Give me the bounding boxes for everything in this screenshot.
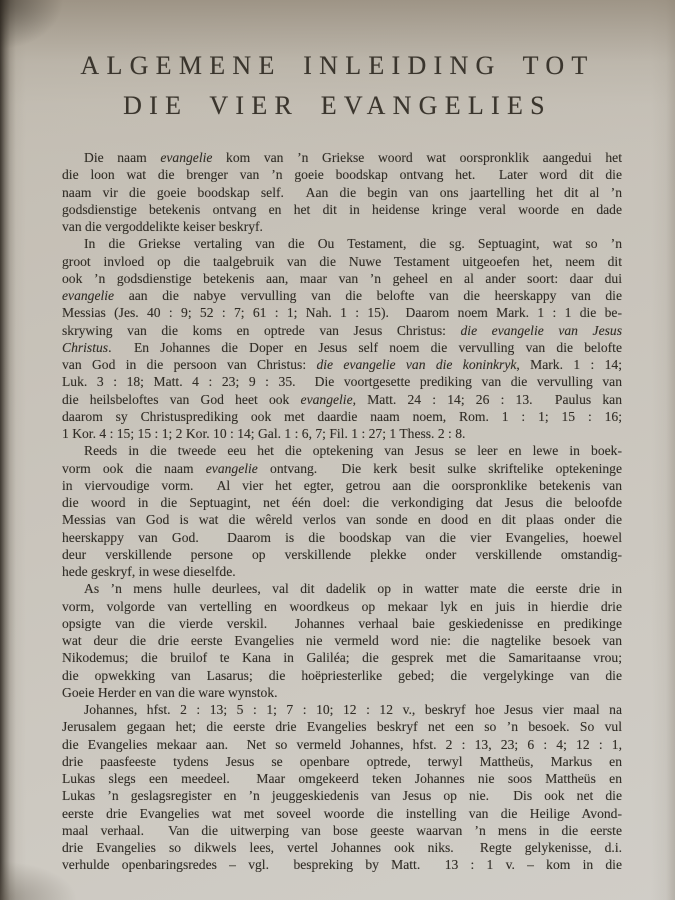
text-line bbox=[62, 546, 622, 563]
paragraph bbox=[62, 149, 622, 235]
text-segment: verhulde openbaringsredes – vgl. bespreking by Matt. 13 : 1 v. – kom in die bbox=[62, 857, 622, 873]
text-segment: die woord in die Septuagint, net één doel: die verkondiging dat Jesus die beloofde bbox=[62, 495, 622, 510]
text-segment: vorm, volgorde van vertelling en woordkeus op mekaar lyk en juis in hierdie drie bbox=[62, 598, 622, 614]
text-segment: Reeds in die tweede eeu het die optekening van Jesus se leer en lewe in boek- bbox=[84, 443, 622, 459]
text-line bbox=[62, 253, 622, 270]
text-line bbox=[62, 563, 622, 580]
text-line bbox=[62, 304, 622, 321]
text-segment: in viervoudige vorm. Al vier het egter, getrou aan die oorspronklike betekenis van bbox=[62, 477, 622, 493]
text-segment: die Evangelies mekaar aan. Net so vermeld Johannes, hfst. 2 : 13, 23; 6 : 4; 12 : 1, bbox=[62, 736, 622, 752]
paragraph bbox=[62, 580, 622, 701]
text-line bbox=[62, 373, 622, 390]
paragraph bbox=[62, 701, 622, 874]
paragraph bbox=[62, 235, 622, 442]
page-title-line-1: ALGEMENE INLEIDING TOT bbox=[80, 51, 595, 80]
text-line bbox=[62, 494, 622, 511]
text-line bbox=[62, 753, 622, 770]
text-segment: Messias (Jes. 40 : 9; 52 : 7; 61 : 1; Nah. 1 : 15). Daarom noem Mark. 1 : 1 die be- bbox=[62, 305, 622, 321]
text-segment: opsigte van die vierde verskil. Johannes verhaal baie geskiedenisse en predikinge bbox=[62, 615, 622, 631]
text-line bbox=[62, 839, 622, 856]
text-line bbox=[62, 425, 622, 442]
text-line bbox=[62, 856, 622, 873]
text-segment: Lukas slegs een meedeel. Maar omgekeerd teken Johannes nie soos Mattheüs en bbox=[62, 771, 622, 786]
text-line bbox=[62, 632, 622, 649]
text-segment: hede geskryf, in wese dieselfde. bbox=[62, 564, 236, 579]
text-segment: In die Griekse vertaling van die Ou Testament, die sg. Septuagint, wat so ’n bbox=[84, 236, 622, 252]
italic-text-segment: evangelie bbox=[160, 150, 213, 165]
text-segment: heerskappy van God. Daarom is die boodskap van die vier Evangelies, hoewel bbox=[62, 529, 622, 545]
page-title bbox=[0, 0, 675, 126]
text-segment: skrywing van die koms en optrede van Jesus Christus: bbox=[62, 322, 461, 338]
text-segment: Luk. 3 : 18; Matt. 4 : 23; 9 : 35. Die voortgesette prediking van die vervulling van bbox=[62, 374, 622, 390]
text-line bbox=[62, 235, 622, 252]
text-line bbox=[62, 667, 622, 684]
text-line bbox=[62, 615, 622, 632]
italic-text-segment: die evangelie van Jesus bbox=[460, 322, 622, 338]
text-line bbox=[62, 184, 622, 201]
text-segment: eerste drie Evangelies wat met soveel woorde die instelling van die Heilige Avond- bbox=[62, 805, 622, 821]
text-segment: Johannes, hfst. 2 : 13; 5 : 1; 7 : 10; 12 : 12 v., beskryf hoe Jesus vier maal na bbox=[84, 702, 622, 717]
text-line bbox=[62, 477, 622, 494]
text-segment: deur verskillende persone op verskillende plekke onder verskillende omstandig- bbox=[62, 546, 622, 562]
text-segment: wat deur die drie eerste Evangelies nie vermeld word nie: die nagtelike besoek van bbox=[62, 633, 622, 648]
italic-text-segment: die evangelie van die koninkryk bbox=[316, 357, 517, 372]
text-line bbox=[62, 287, 622, 304]
text-segment: maal verhaal. Van die uitwerping van bose geeste waarvan ’n mens in die eerste bbox=[62, 822, 622, 838]
text-segment: , Matt. 24 : 14; 26 : 13. Paulus kan bbox=[352, 391, 622, 407]
text-line bbox=[62, 201, 622, 218]
text-segment: die heilsbeloftes van God heet ook bbox=[62, 391, 301, 407]
text-line bbox=[62, 684, 622, 701]
text-segment: drie paasfeeste tydens Jesus se openbare optrede, terwyl Mattheüs, Markus en bbox=[62, 753, 622, 769]
text-segment: vorm ook die naam bbox=[62, 460, 206, 476]
text-segment: Nikodemus; die bruilof te Kana in Galiléa; die gesprek met die Samaritaanse vrou; bbox=[62, 650, 622, 666]
text-segment: kom van ’n Griekse woord wat oorspronklik aangedui het bbox=[212, 150, 622, 165]
text-segment: van God in die persoon van Christus: bbox=[62, 357, 317, 372]
text-segment: daarom sy Christusprediking ook met daardie naam noem, Rom. 1 : 1; 15 : 16; bbox=[62, 408, 622, 424]
page-title-line-2: DIE VIER EVANGELIES bbox=[123, 91, 552, 120]
text-line bbox=[62, 149, 622, 166]
italic-text-segment: Christus bbox=[62, 339, 109, 355]
text-line bbox=[62, 787, 622, 804]
text-segment: ook ’n godsdienstige betekenis aan, maar van ’n geheel en al ander soort: daar dui bbox=[62, 270, 622, 286]
text-segment: naam vir die goeie boodskap self. Aan die begin van ons jaartelling het dit al ’n bbox=[62, 184, 622, 200]
text-line bbox=[62, 218, 622, 235]
text-line bbox=[62, 391, 622, 408]
text-segment: As ’n mens hulle deurlees, val dit dadelik op in watter mate die eerste drie in bbox=[84, 581, 622, 597]
text-line bbox=[62, 649, 622, 666]
text-line bbox=[62, 408, 622, 425]
italic-text-segment: evangelie bbox=[205, 460, 258, 476]
text-segment: 1 Kor. 4 : 15; 15 : 1; 2 Kor. 10 : 14; Gal. 1 : 6, 7; Fil. 1 : 27; 1 Thess. 2 : 8. bbox=[62, 426, 466, 441]
text-line bbox=[62, 356, 622, 373]
text-segment: aan die nabye vervulling van die belofte van die heerskappy van die bbox=[114, 288, 622, 303]
text-segment: die loon wat die brenger van ’n goeie boodskap ontvang het. Later word dit die bbox=[62, 167, 622, 183]
text-line bbox=[62, 580, 622, 597]
text-line bbox=[62, 701, 622, 718]
text-line bbox=[62, 166, 622, 183]
italic-text-segment: evangelie bbox=[300, 391, 353, 407]
text-line bbox=[62, 270, 622, 287]
text-segment: van die vergoddelikte keiser beskryf. bbox=[62, 219, 263, 234]
text-segment: Goeie Herder en van die ware wynstok. bbox=[62, 684, 278, 700]
italic-text-segment: evangelie bbox=[62, 288, 115, 303]
text-line bbox=[62, 322, 622, 339]
text-line bbox=[62, 460, 622, 477]
text-segment: Die naam bbox=[84, 150, 161, 165]
text-segment: . En Johannes die Doper en Jesus self noem die vervulling van die belofte bbox=[108, 339, 622, 355]
text-line bbox=[62, 718, 622, 735]
text-line bbox=[62, 442, 622, 459]
text-line bbox=[62, 805, 622, 822]
text-line bbox=[62, 770, 622, 787]
text-line bbox=[62, 511, 622, 528]
text-segment: Lukas ’n geslagsregister en ’n jeuggeskiedenis van Jesus op nie. Dis ook net die bbox=[62, 788, 622, 804]
text-segment: godsdienstige betekenis ontvang en het dit in heidense kringe veral woorde en dade bbox=[62, 201, 622, 217]
text-segment: ontvang. Die kerk besit sulke skriftelike optekeninge bbox=[257, 460, 622, 476]
paragraph bbox=[62, 442, 622, 580]
text-segment: Messias van God is wat die wêreld verlos van sonde en dood en dit plaas onder die bbox=[62, 512, 622, 528]
text-segment: drie Evangelies so dikwels lees, vertel Johannes ook niks. Regte gelykenisse, d.i. bbox=[62, 840, 622, 855]
body-text bbox=[0, 149, 675, 874]
text-segment: Jerusalem gegaan het; die eerste drie Evangelies beskryf net een so ’n besoek. So vul bbox=[62, 719, 622, 735]
text-segment: die opwekking van Lasarus; die hoëpriesterlike gebed; die vergelykinge van die bbox=[62, 667, 622, 683]
text-segment: groot invloed op die taalgebruik van die Nuwe Testament uitgeoefen het, neem dit bbox=[62, 253, 622, 269]
text-line bbox=[62, 822, 622, 839]
text-line bbox=[62, 598, 622, 615]
text-line bbox=[62, 339, 622, 356]
text-line bbox=[62, 736, 622, 753]
text-line bbox=[62, 529, 622, 546]
text-segment: , Mark. 1 : 14; bbox=[516, 357, 623, 372]
